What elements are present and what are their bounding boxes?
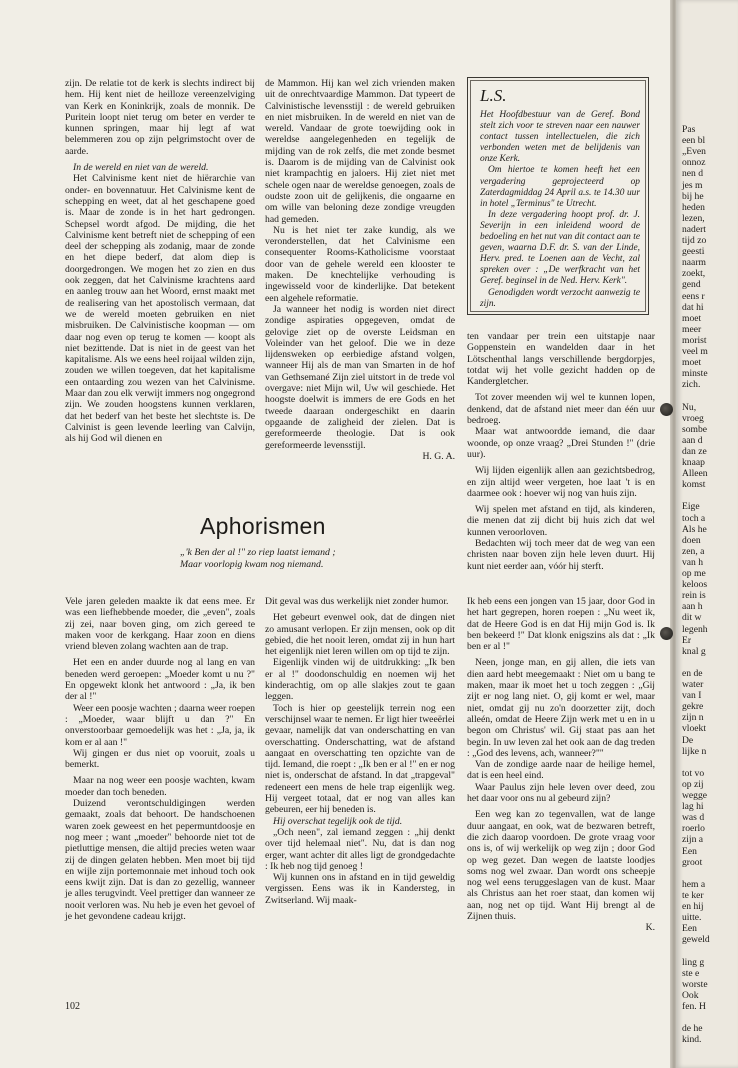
next-page-fragment: dan ze <box>682 445 707 457</box>
next-page-fragment: zijn a <box>682 834 704 846</box>
next-page-fragment: legenh <box>682 623 708 635</box>
paragraph: Een weg kan zo tegenvallen, wat de lange duur aangaat, en ook, wat de bezwaren betreft, die zich daarop voordoen. De grote vraag voor ons is, of wij werkelijk op weg zijn ; door God op weg gezet. Dan wegen de laatste loodjes soms nog wel zwaar. Dan wordt ons scheepje nog wel eens teruggeslagen van de kust. Maar als Christus aan het roer staat, dan komen wij aan, nog net op tijd. Want Hij brengt al de Zijnen thuis. <box>467 809 655 923</box>
paragraph: Ja wanneer het nodig is worden niet direct zondige aspiraties opgegeven, omdat de gelovige ziet op de overste Leidsman en Voleinder van het geloof. Die we in deze lijdensweken op eerbiedige afstand volgen, wanneer Hij als de man van Smarten in de hof van Gethsemané Zijn ziel uitstort in de trede vol overgave: niet Mijn wil, Uw wil geschiede. Het hoogste doelwit is immers de ere Gods en het tweede daaraan ondergeschikt en daarin opgaande de zaligheid der zielen. Dat is gereformeerde theologie. Dat is ook gereformeerde levensstijl. <box>265 303 455 451</box>
next-page-fragment: moet <box>682 357 702 369</box>
next-page-fragment: rein is <box>682 590 706 602</box>
article-signature: K. <box>645 922 655 934</box>
announcement-paragraph: Het Hoofdbestuur van de Geref. Bond stelt zich voor te streven naar een nauwer contact tussen intellectuelen, die zich verbonden weten met de belijdenis van onze Kerk. <box>480 110 640 165</box>
next-page-fragment: zich. <box>682 379 701 391</box>
next-page-fragment: wegge <box>682 790 708 801</box>
next-page-fragment: te ker <box>682 889 704 901</box>
paragraph: Eigenlijk vinden wij de uitdrukking: „Ik ben er al !" doodonschuldig en noemen wij het kinderachtig, om op alle slakjes zout te gaan leggen. <box>265 657 455 703</box>
next-page-fragment: Pas <box>682 124 696 135</box>
next-page-fragment: toch a <box>682 512 706 524</box>
next-page-fragment: kind. <box>682 1034 702 1046</box>
paragraph: zijn. De relatie tot de kerk is slechts indirect bij hem. Hij kent niet de heilloze vereenzelviging van Kerk en Koninkrijk, zoals de monnik. De Puritein loopt niet terug om beter en verder te kunnen springen, maar hij legt af wat belemmeren zou op zijn pelgrimstocht over de aarde. <box>65 78 255 157</box>
announcement-paragraph: Om hiertoe te komen heeft het een vergadering geprojecteerd op Zaterdagmiddag 24 April a.s. te 14.30 uur in hotel „Terminus" te Utrecht. <box>480 165 640 209</box>
next-page-fragment: naarm <box>682 257 706 269</box>
paragraph: Wij gingen er dus niet op vooruit, zoals u bemerkt. <box>65 747 255 771</box>
subheading: In de wereld en niet van de wereld. <box>73 162 209 174</box>
next-page-fragment: fen. H <box>682 1000 706 1012</box>
paragraph: Waar Paulus zijn hele leven over deed, zou het daar voor ons nu al gebeurd zijn? <box>467 781 655 805</box>
next-page-fragment: en hij <box>682 901 704 912</box>
next-page-fragment: zen, a <box>682 545 705 557</box>
next-page-fragment: uitte. <box>682 912 702 924</box>
announcement-box <box>467 77 649 315</box>
next-page-edge <box>676 0 738 1068</box>
next-page-fragment: geesti <box>682 246 705 258</box>
paragraph: Weer een poosje wachten ; daarna weer roepen : „Moeder, waar blijft u dan ?" En onverstoorbaar gemoedelijk was het : „Ja, ja, ik kom er al aan !" <box>65 702 255 748</box>
paragraph: Wij kunnen ons in afstand en in tijd geweldig vergissen. Eens was ik in Kandersteg, in Zwitserland. Wij maak- <box>265 872 455 906</box>
next-page-fragment: „Even <box>682 146 706 158</box>
next-page-fragment: tot vo <box>682 767 705 779</box>
next-page-fragment: worste <box>682 978 708 990</box>
paragraph: „Och neen", zal iemand zeggen : „hij denkt over tijd helemaal niet". Nu, dat is dan nog erger, want achter dit alles ligt de grondgedachte : Ik heb nog tijd genoeg ! <box>265 826 455 872</box>
next-page-fragment: ste e <box>682 967 700 979</box>
next-page-fragment: op zij <box>682 778 704 790</box>
paragraph: de Mammon. Hij kan wel zich vrienden maken uit de onrechtvaardige Mammon. Dat typeert de Calvinistische levensstijl : de wereld gebruiken en niet misbruiken. In de wereld en niet van de wereld. Vandaar de grote toewijding ook in wereldse aangelegenheden en tegelijk de mijding van de rok zelfs, die met zonde besmet is. Daarom is de mijding van de Calvinist ook niet krampachtig en jaloers. Hij ziet niet met schele ogen naar de wereldse genoegen, zoals de oudste zoon uit de gelijkenis, die ongaarne en om wille van beloning deze zondige vreugden had gemeden. <box>265 78 455 225</box>
next-page-fragment: knaap <box>682 457 705 468</box>
next-page-fragment: knal g <box>682 645 706 657</box>
next-page-fragment: een bl <box>682 135 706 147</box>
paragraph: Vele jaren geleden maakte ik dat eens mee. Er was een liefhebbende moeder, die „even", zoals zij zei, naar boven ging, om zich gereed te maken voor de kerkgang. Haar zoon en diens vriend bleven zolang wachten aan de trap. <box>65 596 255 653</box>
next-page-fragment: van h <box>682 556 704 568</box>
subheading: Hij overschat tegelijk ook de tijd. <box>273 815 403 827</box>
next-page-fragment: zoekt, <box>682 268 706 280</box>
punch-hole-icon <box>660 627 673 640</box>
next-page-fragment: gend <box>682 279 701 291</box>
next-page-fragment: De <box>682 734 694 746</box>
next-page-fragment: water <box>682 679 704 690</box>
next-page-fragment: Alleen <box>682 468 708 480</box>
next-page-fragment: Een <box>682 845 697 857</box>
next-page-fragment: en de <box>682 667 703 679</box>
next-page-fragment: Een <box>682 923 697 935</box>
next-page-fragment: zijn n <box>682 712 704 724</box>
next-page-fragment: hem a <box>682 878 706 890</box>
next-page-fragment: Eige <box>682 501 700 513</box>
paragraph: Het een en ander duurde nog al lang en van beneden werd geroepen: „Moeder komt u nu ?" En opgewekt klonk het antwoord : „Ja, ik ben der al !" <box>65 657 255 703</box>
next-page-fragment: doen <box>682 534 701 546</box>
motto-line: Maar voorlopig kwam nog niemand. <box>180 558 324 570</box>
next-page-fragment: Als he <box>682 523 707 535</box>
next-page-fragment: gekre <box>682 701 704 713</box>
aphorism-column-2 <box>265 596 455 906</box>
aphorism-column-1 <box>65 596 255 922</box>
article-headline: Aphorismen <box>200 513 326 539</box>
paragraph: Nu is het niet ter zake kundig, als we veronderstellen, dat het Calvinisme een consequenter Rooms-Katholicisme voorstaat door van de gehele wereld een klooster te maken. De knechtelijke verhouding is ingewisseld voor de kinderlijke. Dat betekent een algehele reformatie. <box>265 224 455 304</box>
next-page-fragment: jes m <box>682 179 703 191</box>
paragraph: Wij spelen met afstand en tijd, als kinderen, die menen dat zij dicht bij huis zich dat wel kunnen veroorloven. <box>467 504 655 538</box>
paragraph: Toch is hier op geestelijk terrein nog een verschijnsel waar te nemen. Er ligt hier tweeërlei gevaar, namelijk dat van onderschatting en van overschatting. Onderschatting, wat de afstand aangaat en overschatting ten opzichte van de tijd. Iemand, die roept : „Ik ben er al !" en er nog niet is, onderschat de afstand. In dat „trapgeval" redeneert een mens de hele trap eigenlijk weg. Hij vergeet totaal, dat er nog van alles kan gebeuren, eer hij beneden is. <box>265 702 455 816</box>
next-page-fragment: eens r <box>682 290 705 302</box>
next-page-fragment: lezen, <box>682 212 705 224</box>
next-page-fragment: Er <box>682 634 692 646</box>
next-page-fragment: meer <box>682 323 702 335</box>
next-page-fragment: Ook <box>682 989 699 1001</box>
paragraph: Tot zover meenden wij wel te kunnen lopen, denkend, dat de afstand niet meer dan één uur bedroeg. <box>467 392 655 427</box>
next-page-fragment: keloos <box>682 579 708 591</box>
next-page-fragment: lag hi <box>682 801 704 813</box>
next-page-fragment: dit w <box>682 612 702 624</box>
next-page-fragment: lijke n <box>682 745 707 757</box>
next-page-fragment: aan h <box>682 601 703 613</box>
next-page-fragment: geweld <box>682 934 710 946</box>
next-page-fragment: bij he <box>682 190 704 202</box>
motto-line: „'k Ben der al !" zo riep laatst iemand ; <box>180 547 336 558</box>
paragraph: Duizend verontschuldigingen werden gemaakt, zoals dat behoort. De handschoenen waren zoek geweest en het pepermuntdoosje en nog meer ; want „moeder" behoorde niet tot de pietluttige mensen, die altijd precies weten waar zij de dingen gelaten hebben. Men moet bij tijd en wijle zijn portemonnaie met inhoud toch ook eens kwijt zijn. Dat is dan zo gezellig, wanneer je alles terugvindt. Veel prettiger dan wanneer ze nooit verloren was. Nu heb je even het gevoel of je het gevondene cadeau krijgt. <box>65 798 255 923</box>
paragraph: Wij lijden eigenlijk allen aan gezichtsbedrog, en zijn altijd weer vergeten, hoe laat 't is en daarmee ook : hoever wij nog van huis zijn. <box>467 465 655 499</box>
paragraph: Ik heb eens een jongen van 15 jaar, door God in het hart gegrepen, horen roepen : „Nu weet ik, dat de Heere God is en dat Hij mijn God is. Ik ben bekeerd !" Dat klonk enigszins als dat : „Ik ben er al !" <box>467 596 655 653</box>
next-page-fragment: groot <box>682 856 703 868</box>
next-page-fragment: veel m <box>682 346 708 357</box>
paragraph: Van de zondige aarde naar de heilige hemel, dat is een heel eind. <box>467 759 655 782</box>
announcement-paragraph: Genodigden wordt verzocht aanwezig te zijn. <box>480 287 640 309</box>
next-page-fragment: morist <box>682 334 707 346</box>
next-page-fragment: vroeg <box>682 412 704 424</box>
next-page-fragment: sombe <box>682 423 708 435</box>
next-page-fragment: nen d <box>682 168 704 180</box>
paragraph: ten vandaar per trein een uitstapje naar Goppenstein en wandelden daar in het Lötschenthal langs verschillende bergdorpjes, totdat wij het volle gezicht hadden op de Kandergletcher. <box>467 331 655 388</box>
paragraph: Neen, jonge man, en gij allen, die iets van dien aard hebt meegemaakt : Niet om u bang te maken, maar ik moet het u toch zeggen : „Gij zijt er nog lang niet. O, gij komt er wel, maar niet, omdat gij nu zo'n doorzetter zijt, doch alleén, omdat de Heere Zijn werk met u en in u begon om Christus' wil. Gij staat pas aan het begin. In uw leven zal het ook aan de dag treden : „God des levens, ach, wanneer?"" <box>467 657 655 759</box>
page-number: 102 <box>65 1001 80 1012</box>
next-page-fragment: onnoz <box>682 157 706 169</box>
next-page-fragment: komst <box>682 479 706 491</box>
punch-hole-icon <box>660 403 673 416</box>
next-page-fragment: vloekt <box>682 723 706 735</box>
next-page-fragment: de he <box>682 1023 703 1035</box>
paragraph: Het Calvinisme kent niet de hiërarchie van onder- en bovennatuur. Het Calvinisme kent de schepping en weet, dat al het geschapene goed is. Maar de zonde is in het hart gedrongen. Schepsel wordt afgod. De mijding, die het Calvinisme kent betreft niet de schepping of een deel der schepping als zodanig, maar de zonde en het diepe bederf, dat alom diep is doorgedrongen. We mogen het zo zien en dus ook zeggen, dat het Calvinisme krachtens aard en aanleg trouw aan het Woord, ernst maakt met de realisering van het apostolisch vermaan, dat we de wereld moeten gebruiken en niet misbruiken. De Calvinistische koopman — om daar nog even op terug te komen — koopt als niet bezittende. Dat is niet in de geest van het kapitalisme. Als we eens heel roijaal wilden zijn, zouden we willen toegeven, dat het kapitalisme een ontaarding zou wezen van het Calvinisme. Maar dan zou elk verwijt immers nog ongegrond zijn. We zouden hoogstens kunnen verklaren, dat het bederf van het beste het slechtste is. De Calvinist is geen levende leerling van Calvijn, als hij God wil dienen en <box>65 173 255 445</box>
headline-motto <box>180 547 400 570</box>
announcement-text <box>480 110 640 310</box>
next-page-fragment: dat hi <box>682 301 704 313</box>
next-page-fragment: was d <box>682 812 705 824</box>
article-column-2 <box>265 78 455 462</box>
next-page-fragment: Nu, <box>682 401 697 413</box>
next-page-fragment: ling g <box>682 956 705 968</box>
announcement-paragraph: In deze vergadering hoopt prof. dr. J. Severijn in een inleidend woord de bedoeling en het nut van dit contact aan te geven, waarna D.F. dr. S. van der Linde, Herv. pred. te Loenen aan de Vecht, zal spreken over : „De werfkracht van het Geref. beginsel in de Ned. Herv. Kerk". <box>480 209 640 287</box>
next-page-fragment: heden <box>682 201 705 213</box>
paragraph: Maar na nog weer een poosje wachten, kwam moeder dan toch beneden. <box>65 775 255 798</box>
next-page-fragment: moet <box>682 312 702 324</box>
next-page-fragment: aan d <box>682 434 703 446</box>
paragraph: Dit geval was dus werkelijk niet zonder humor. <box>265 596 449 607</box>
aphorism-column-3 <box>467 331 655 572</box>
article-signature: H. G. A. <box>422 450 455 462</box>
next-page-fragment: tijd zo <box>682 235 707 246</box>
paragraph: Maar wat antwoordde iemand, die daar woonde, op onze vraag? „Drei Stunden !" (drie uur). <box>467 426 655 460</box>
next-page-fragment: minste <box>682 368 708 380</box>
next-page-fragment: roerlo <box>682 823 705 835</box>
aphorism-column-4 <box>467 596 655 934</box>
article-column-1 <box>65 78 255 445</box>
paragraph: Het gebeurt evenwel ook, dat de dingen niet zo amusant verlopen. Er zijn mensen, ook op dit gebied, die het nooit leren, omdat zij in hun hart het eigenlijk niet leren willen om op tijd te zijn. <box>265 612 455 658</box>
next-page-fragment: van I <box>682 690 702 702</box>
next-page-fragment: op me <box>682 568 706 579</box>
announcement-title: L.S. <box>480 86 507 105</box>
paragraph: Bedachten wij toch meer dat de weg van een christen naar boven zijn hele leven duurt. Hij kunt niet eerder aan, vóór hij sterft. <box>467 538 655 572</box>
next-page-fragment: nadert <box>682 223 706 235</box>
